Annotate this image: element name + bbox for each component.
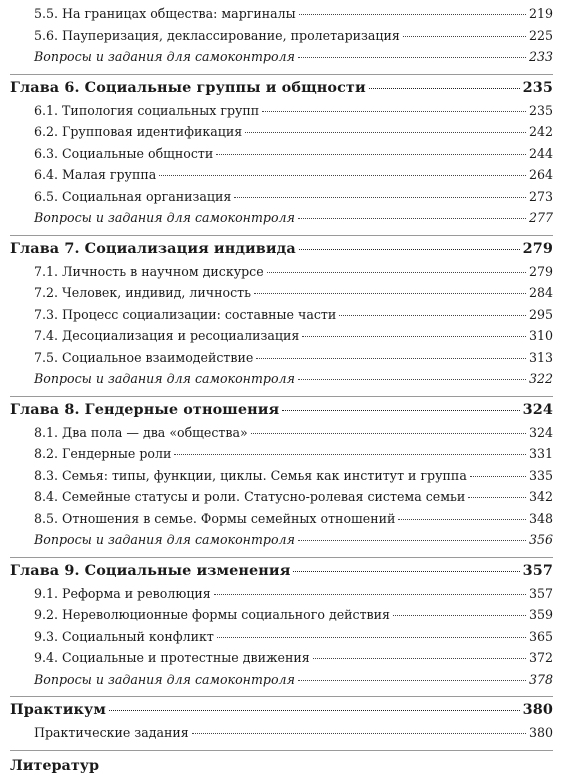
toc-entry[interactable] <box>10 725 553 747</box>
toc-entry-label: 7.2. Человек, индивид, личность <box>34 285 251 300</box>
toc-entry-label: 8.2. Гендерные роли <box>34 446 172 461</box>
toc-entry-self-check[interactable] <box>10 371 553 393</box>
dot-leader <box>299 249 520 250</box>
toc-entry-page: 356 <box>528 532 553 547</box>
toc-entry-page: 342 <box>528 489 553 504</box>
toc-entry-page: 225 <box>528 27 553 43</box>
toc-entry-label: Вопросы и задания для самоконтроля <box>34 532 295 547</box>
toc-entry-page: 322 <box>528 371 553 386</box>
toc-entry-label: 9.1. Реформа и революция <box>34 585 211 601</box>
toc-entry-self-check[interactable] <box>10 210 553 232</box>
toc-entry[interactable] <box>10 425 553 447</box>
chapter-page: 357 <box>522 561 553 579</box>
toc-entry[interactable] <box>10 146 553 168</box>
dot-leader <box>254 293 526 294</box>
toc-entry[interactable] <box>10 328 553 350</box>
toc-entry-page: 313 <box>528 349 553 365</box>
toc-entry-label: 7.4. Десоциализация и ресоциализация <box>34 328 300 343</box>
toc-entry-page: 331 <box>528 446 553 461</box>
toc-entry-page: 357 <box>528 585 553 601</box>
toc-entry-label: 9.3. Социальный конфликт <box>34 628 214 644</box>
toc-entry[interactable] <box>10 28 553 50</box>
chapter-title: Глава 7. Социализация индивида <box>10 239 296 257</box>
dot-leader <box>298 379 526 380</box>
dot-leader <box>468 497 526 498</box>
toc-entry-page: 277 <box>528 210 553 225</box>
toc-entry[interactable] <box>10 6 553 28</box>
chapter-5-tail <box>10 6 553 75</box>
dot-leader <box>216 154 526 155</box>
chapter-heading[interactable] <box>10 562 553 586</box>
toc-entry-label: 8.4. Семейные статусы и роли. Статусно-ролевая система семьи <box>34 489 466 504</box>
toc-entry[interactable] <box>10 189 553 211</box>
toc-entry-label: 5.5. На границах общества: маргиналы <box>34 6 296 21</box>
toc-entry-page: 273 <box>528 188 553 204</box>
toc-entry-page: 378 <box>528 671 553 687</box>
toc-entry[interactable] <box>10 607 553 629</box>
dot-leader <box>256 358 526 359</box>
toc-entry[interactable] <box>10 167 553 189</box>
toc-entry-page: 365 <box>528 628 553 644</box>
toc-entry-label: 6.3. Социальные общности <box>34 145 214 161</box>
toc-entry-page: 219 <box>528 6 553 21</box>
toc-entry-label: 8.3. Семья: типы, функции, циклы. Семья как институт и группа <box>34 467 467 483</box>
dot-leader <box>192 733 526 734</box>
chapter-heading[interactable] <box>10 401 553 425</box>
dot-leader <box>369 88 520 89</box>
toc-entry-page: 233 <box>528 49 553 64</box>
chapter-title: Глава 6. Социальные группы и общности <box>10 78 366 96</box>
dot-leader <box>398 519 526 520</box>
toc-entry-self-check[interactable] <box>10 49 553 71</box>
dot-leader <box>403 36 526 37</box>
toc-entry-page: 324 <box>528 424 553 440</box>
chapter-heading[interactable] <box>10 79 553 103</box>
chapter-heading[interactable] <box>10 240 553 264</box>
toc-entry-page: 284 <box>528 285 553 300</box>
toc-entry-label: Вопросы и задания для самоконтроля <box>34 49 295 64</box>
dot-leader <box>217 637 526 638</box>
toc-entry-label: 7.5. Социальное взаимодействие <box>34 349 254 365</box>
toc-entry[interactable] <box>10 446 553 468</box>
dot-leader <box>262 111 526 112</box>
chapter-title: Глава 9. Социальные изменения <box>10 561 291 579</box>
practicum-section <box>10 701 553 751</box>
toc-entry[interactable] <box>10 586 553 608</box>
toc-entry[interactable] <box>10 124 553 146</box>
toc-entry-label: Вопросы и задания для самоконтроля <box>34 671 295 687</box>
toc-entry[interactable] <box>10 264 553 286</box>
toc-entry-page: 242 <box>528 124 553 139</box>
toc-entry-label: 8.5. Отношения в семье. Формы семейных отношений <box>34 510 396 526</box>
dot-leader <box>470 476 526 477</box>
toc-entry-self-check[interactable] <box>10 532 553 554</box>
toc-entry[interactable] <box>10 468 553 490</box>
toc-entry[interactable] <box>10 307 553 329</box>
dot-leader <box>298 218 526 219</box>
toc-entry-page: 244 <box>528 145 553 161</box>
toc-entry[interactable] <box>10 285 553 307</box>
chapter-page: 235 <box>522 78 553 96</box>
toc-entry-page: 279 <box>528 263 553 279</box>
dot-leader <box>159 175 526 176</box>
toc-entry-page: 235 <box>528 102 553 118</box>
chapter-page: 279 <box>522 239 553 257</box>
table-of-contents <box>10 6 553 781</box>
toc-entry[interactable] <box>10 489 553 511</box>
dot-leader <box>339 315 526 316</box>
chapter-6 <box>10 79 553 236</box>
dot-leader <box>245 132 526 133</box>
chapter-heading[interactable] <box>10 701 553 725</box>
dot-leader <box>251 433 526 434</box>
toc-entry[interactable] <box>10 103 553 125</box>
toc-entry-label: Вопросы и задания для самоконтроля <box>34 210 295 225</box>
dot-leader <box>302 336 526 337</box>
toc-entry-page: 335 <box>528 467 553 483</box>
toc-entry-label: 6.5. Социальная организация <box>34 188 232 204</box>
toc-entry-label: Практические задания <box>34 725 189 740</box>
toc-entry-page: 348 <box>528 510 553 526</box>
dot-leader <box>299 14 526 15</box>
chapter-title: Глава 8. Гендерные отношения <box>10 400 280 418</box>
toc-entry-page: 295 <box>528 306 553 322</box>
toc-entry-label: 7.3. Процесс социализации: составные части <box>34 306 337 322</box>
chapter-page: 324 <box>522 400 553 418</box>
dot-leader <box>393 615 526 616</box>
dot-leader <box>109 710 520 711</box>
toc-entry-page: 380 <box>528 725 553 740</box>
dot-leader <box>293 571 519 572</box>
toc-entry-label: 9.2. Нереволюционные формы социального действия <box>34 607 390 622</box>
toc-entry-label: 9.4. Социальные и протестные движения <box>34 650 310 665</box>
toc-entry-label: 6.2. Групповая идентификация <box>34 124 243 139</box>
toc-entry-label: 6.4. Малая группа <box>34 167 157 182</box>
literature-heading[interactable]: Литератур <box>10 756 100 774</box>
toc-entry-label: 5.6. Пауперизация, деклассирование, пролетаризация <box>34 27 400 43</box>
toc-entry-label: Вопросы и задания для самоконтроля <box>34 371 295 386</box>
dot-leader <box>313 658 526 659</box>
toc-entry-self-check[interactable] <box>10 672 553 694</box>
dot-leader <box>298 540 526 541</box>
dot-leader <box>298 57 526 58</box>
toc-entry-page: 310 <box>528 328 553 343</box>
dot-leader <box>267 272 526 273</box>
chapter-7 <box>10 240 553 397</box>
toc-entry[interactable] <box>10 350 553 372</box>
dot-leader <box>214 594 526 595</box>
toc-entry[interactable] <box>10 629 553 651</box>
dot-leader <box>282 410 519 411</box>
chapter-title: Практикум <box>10 701 106 718</box>
dot-leader <box>174 454 526 455</box>
toc-entry[interactable] <box>10 511 553 533</box>
toc-entry-label: 8.1. Два пола — два «общества» <box>34 424 248 440</box>
dot-leader <box>298 680 526 681</box>
toc-entry-page: 264 <box>528 167 553 182</box>
toc-entry-page: 359 <box>528 607 553 622</box>
toc-entry-label: 6.1. Типология социальных групп <box>34 102 260 118</box>
chapter-9 <box>10 562 553 698</box>
toc-entry[interactable] <box>10 650 553 672</box>
chapter-page: 380 <box>522 701 553 718</box>
toc-entry-label: 7.1. Личность в научном дискурсе <box>34 263 264 279</box>
chapter-8 <box>10 401 553 558</box>
toc-entry-page: 372 <box>528 650 553 665</box>
dot-leader <box>234 197 526 198</box>
